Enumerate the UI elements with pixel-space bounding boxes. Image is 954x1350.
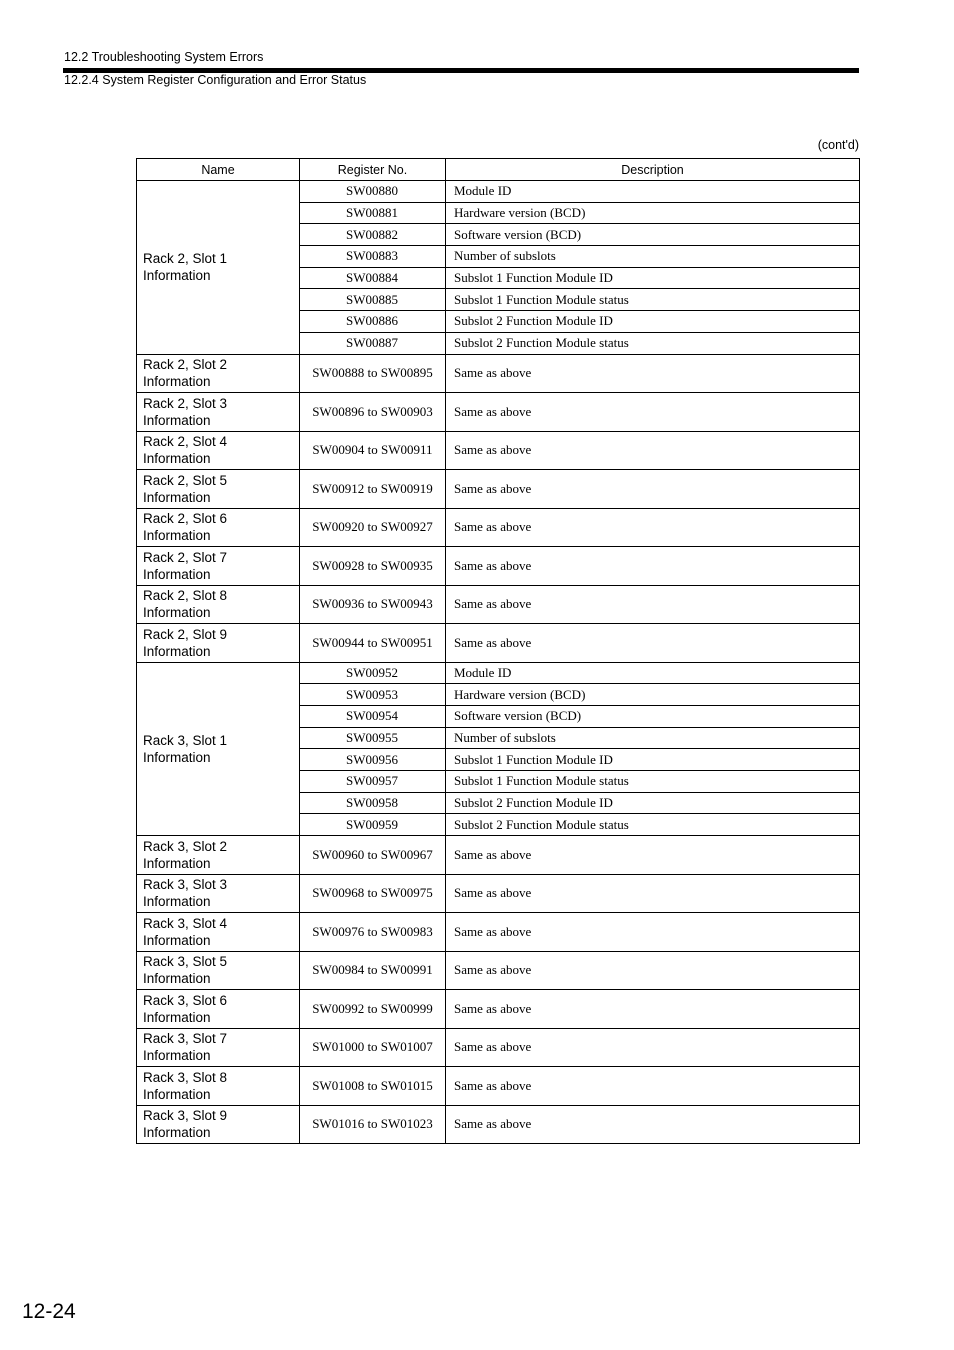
slot-name-line: Information: [143, 855, 211, 871]
register-range-cell: SW00944 to SW00951: [300, 624, 446, 663]
register-range-cell: SW00912 to SW00919: [300, 470, 446, 509]
section-heading: 12.2 Troubleshooting System Errors: [64, 50, 264, 64]
column-header-register: Register No.: [300, 159, 446, 181]
table-row: [137, 354, 860, 393]
register-cell: [300, 202, 446, 224]
table-row: [137, 181, 860, 203]
register-number: SW00956: [346, 751, 398, 767]
column-header-description: Description: [446, 159, 860, 181]
register-range-cell: SW00920 to SW00927: [300, 508, 446, 547]
slot-name-line: Rack 2, Slot 5: [143, 472, 228, 488]
slot-name-cell: [137, 431, 300, 470]
register-range-cell: SW00936 to SW00943: [300, 585, 446, 624]
register-number: SW00882: [346, 226, 398, 242]
slot-name-line: Rack 2, Slot 7: [143, 549, 228, 565]
slot-name-line: Rack 3, Slot 7: [143, 1031, 228, 1047]
register-number: SW00955: [346, 729, 398, 745]
table-row: [137, 585, 860, 624]
slot-name-cell: [137, 1028, 300, 1067]
slot-name-cell: [137, 393, 300, 432]
slot-name-line: Information: [143, 374, 211, 390]
register-number: SW00887: [346, 335, 398, 351]
register-range-cell: SW00984 to SW00991: [300, 951, 446, 990]
description-cell: Number of subslots: [446, 246, 860, 268]
register-table: [136, 158, 860, 1144]
description-cell: Module ID: [446, 181, 860, 203]
slot-name-cell: [137, 951, 300, 990]
register-number: SW00883: [346, 248, 398, 264]
register-number: SW00957: [346, 773, 398, 789]
table-row: [137, 624, 860, 663]
register-number: SW00884: [346, 270, 398, 286]
slot-name-line: Rack 2, Slot 8: [143, 588, 228, 604]
table-row: [137, 1067, 860, 1106]
slot-name-cell: [137, 874, 300, 913]
slot-name-line: Rack 3, Slot 2: [143, 838, 228, 854]
slot-name-line: Information: [143, 605, 211, 621]
slot-name-line: Rack 3, Slot 8: [143, 1069, 228, 1085]
register-cell: [300, 749, 446, 771]
slot-name-line: Information: [143, 1086, 211, 1102]
slot-name-line: Rack 3, Slot 1: [143, 732, 228, 748]
description-cell: Same as above: [446, 1105, 860, 1144]
table-row: [137, 431, 860, 470]
register-cell: [300, 705, 446, 727]
register-range-cell: SW00896 to SW00903: [300, 393, 446, 432]
description-cell: Subslot 2 Function Module ID: [446, 311, 860, 333]
slot-name-line: Information: [143, 412, 211, 428]
slot-name-line: Rack 2, Slot 1: [143, 251, 228, 267]
slot-name-line: Rack 2, Slot 4: [143, 434, 228, 450]
table-row: [137, 1105, 860, 1144]
register-number: SW00880: [346, 183, 398, 199]
description-cell: Same as above: [446, 585, 860, 624]
register-number: SW00952: [346, 664, 398, 680]
description-cell: Same as above: [446, 951, 860, 990]
description-cell: Same as above: [446, 470, 860, 509]
description-cell: Same as above: [446, 1028, 860, 1067]
slot-name-cell: [137, 913, 300, 952]
register-range-cell: SW00976 to SW00983: [300, 913, 446, 952]
slot-name-cell: [137, 836, 300, 875]
table-row: [137, 990, 860, 1029]
slot-name-line: Information: [143, 932, 211, 948]
description-cell: Subslot 1 Function Module status: [446, 770, 860, 792]
register-cell: [300, 267, 446, 289]
slot-name-cell: [137, 990, 300, 1029]
register-range-cell: SW00904 to SW00911: [300, 431, 446, 470]
slot-name-line: Rack 3, Slot 4: [143, 915, 228, 931]
table-row: [137, 951, 860, 990]
table-body: [137, 181, 860, 1144]
register-number: SW00881: [346, 205, 398, 221]
table-row: [137, 470, 860, 509]
slot-name-cell: [137, 470, 300, 509]
register-cell: [300, 662, 446, 684]
register-number: SW00885: [346, 291, 398, 307]
description-cell: Module ID: [446, 662, 860, 684]
table-row: [137, 547, 860, 586]
slot-name-cell: [137, 181, 300, 355]
table-row: [137, 393, 860, 432]
description-cell: Subslot 1 Function Module status: [446, 289, 860, 311]
slot-name-cell: [137, 585, 300, 624]
register-cell: [300, 224, 446, 246]
description-cell: Same as above: [446, 874, 860, 913]
register-number: SW00954: [346, 708, 398, 724]
description-cell: Subslot 2 Function Module status: [446, 332, 860, 354]
description-cell: Same as above: [446, 431, 860, 470]
description-cell: Hardware version (BCD): [446, 202, 860, 224]
description-cell: Same as above: [446, 913, 860, 952]
description-cell: Number of subslots: [446, 727, 860, 749]
register-range-cell: SW00888 to SW00895: [300, 354, 446, 393]
register-number: SW00886: [346, 313, 398, 329]
slot-name-cell: [137, 547, 300, 586]
slot-name-line: Information: [143, 268, 211, 284]
register-range-cell: SW00960 to SW00967: [300, 836, 446, 875]
register-range-cell: SW00992 to SW00999: [300, 990, 446, 1029]
slot-name-line: Information: [143, 749, 211, 765]
description-cell: Software version (BCD): [446, 705, 860, 727]
register-cell: [300, 289, 446, 311]
description-cell: Same as above: [446, 624, 860, 663]
slot-name-line: Information: [143, 1125, 211, 1141]
slot-name-line: Rack 2, Slot 6: [143, 511, 228, 527]
page-number: 12-24: [22, 1300, 76, 1323]
slot-name-line: Information: [143, 528, 211, 544]
register-number: SW00953: [346, 686, 398, 702]
table-row: [137, 836, 860, 875]
register-cell: [300, 311, 446, 333]
slot-name-line: Rack 2, Slot 2: [143, 357, 228, 373]
description-cell: Same as above: [446, 547, 860, 586]
slot-name-line: Rack 3, Slot 9: [143, 1108, 228, 1124]
register-range-cell: SW01000 to SW01007: [300, 1028, 446, 1067]
description-cell: Subslot 2 Function Module status: [446, 814, 860, 836]
table-row: [137, 874, 860, 913]
slot-name-line: Rack 2, Slot 3: [143, 395, 228, 411]
slot-name-line: Information: [143, 566, 211, 582]
description-cell: Same as above: [446, 354, 860, 393]
register-number: SW00959: [346, 816, 398, 832]
table-row: [137, 508, 860, 547]
subsection-heading: 12.2.4 System Register Configuration and Error Status: [64, 73, 367, 87]
slot-name-line: Information: [143, 643, 211, 659]
slot-name-line: Rack 3, Slot 3: [143, 877, 228, 893]
register-cell: [300, 246, 446, 268]
slot-name-line: Information: [143, 894, 211, 910]
description-cell: Same as above: [446, 393, 860, 432]
register-cell: [300, 792, 446, 814]
description-cell: Same as above: [446, 1067, 860, 1106]
register-range-cell: SW01016 to SW01023: [300, 1105, 446, 1144]
description-cell: Software version (BCD): [446, 224, 860, 246]
table-row: [137, 913, 860, 952]
slot-name-line: Rack 3, Slot 6: [143, 992, 228, 1008]
description-cell: Same as above: [446, 508, 860, 547]
slot-name-cell: [137, 624, 300, 663]
description-cell: Same as above: [446, 836, 860, 875]
slot-name-line: Information: [143, 1048, 211, 1064]
register-range-cell: SW01008 to SW01015: [300, 1067, 446, 1106]
register-cell: [300, 814, 446, 836]
description-cell: Subslot 2 Function Module ID: [446, 792, 860, 814]
slot-name-cell: [137, 508, 300, 547]
register-cell: [300, 770, 446, 792]
slot-name-cell: [137, 1105, 300, 1144]
slot-name-line: Information: [143, 451, 211, 467]
register-number: SW00958: [346, 794, 398, 810]
slot-name-cell: [137, 662, 300, 836]
slot-name-cell: [137, 1067, 300, 1106]
table-row: [137, 662, 860, 684]
description-cell: Same as above: [446, 990, 860, 1029]
register-cell: [300, 727, 446, 749]
register-range-cell: SW00968 to SW00975: [300, 874, 446, 913]
slot-name-line: Rack 2, Slot 9: [143, 626, 228, 642]
slot-name-cell: [137, 354, 300, 393]
register-cell: [300, 684, 446, 706]
register-cell: [300, 181, 446, 203]
column-header-name: Name: [137, 159, 300, 181]
description-cell: Subslot 1 Function Module ID: [446, 749, 860, 771]
slot-name-line: Information: [143, 489, 211, 505]
table-header-row: [137, 159, 860, 181]
description-cell: Subslot 1 Function Module ID: [446, 267, 860, 289]
continued-label: (cont'd): [817, 138, 859, 152]
slot-name-line: Information: [143, 1009, 211, 1025]
register-range-cell: SW00928 to SW00935: [300, 547, 446, 586]
slot-name-line: Rack 3, Slot 5: [143, 954, 228, 970]
description-cell: Hardware version (BCD): [446, 684, 860, 706]
table-row: [137, 1028, 860, 1067]
slot-name-line: Information: [143, 971, 211, 987]
register-cell: [300, 332, 446, 354]
